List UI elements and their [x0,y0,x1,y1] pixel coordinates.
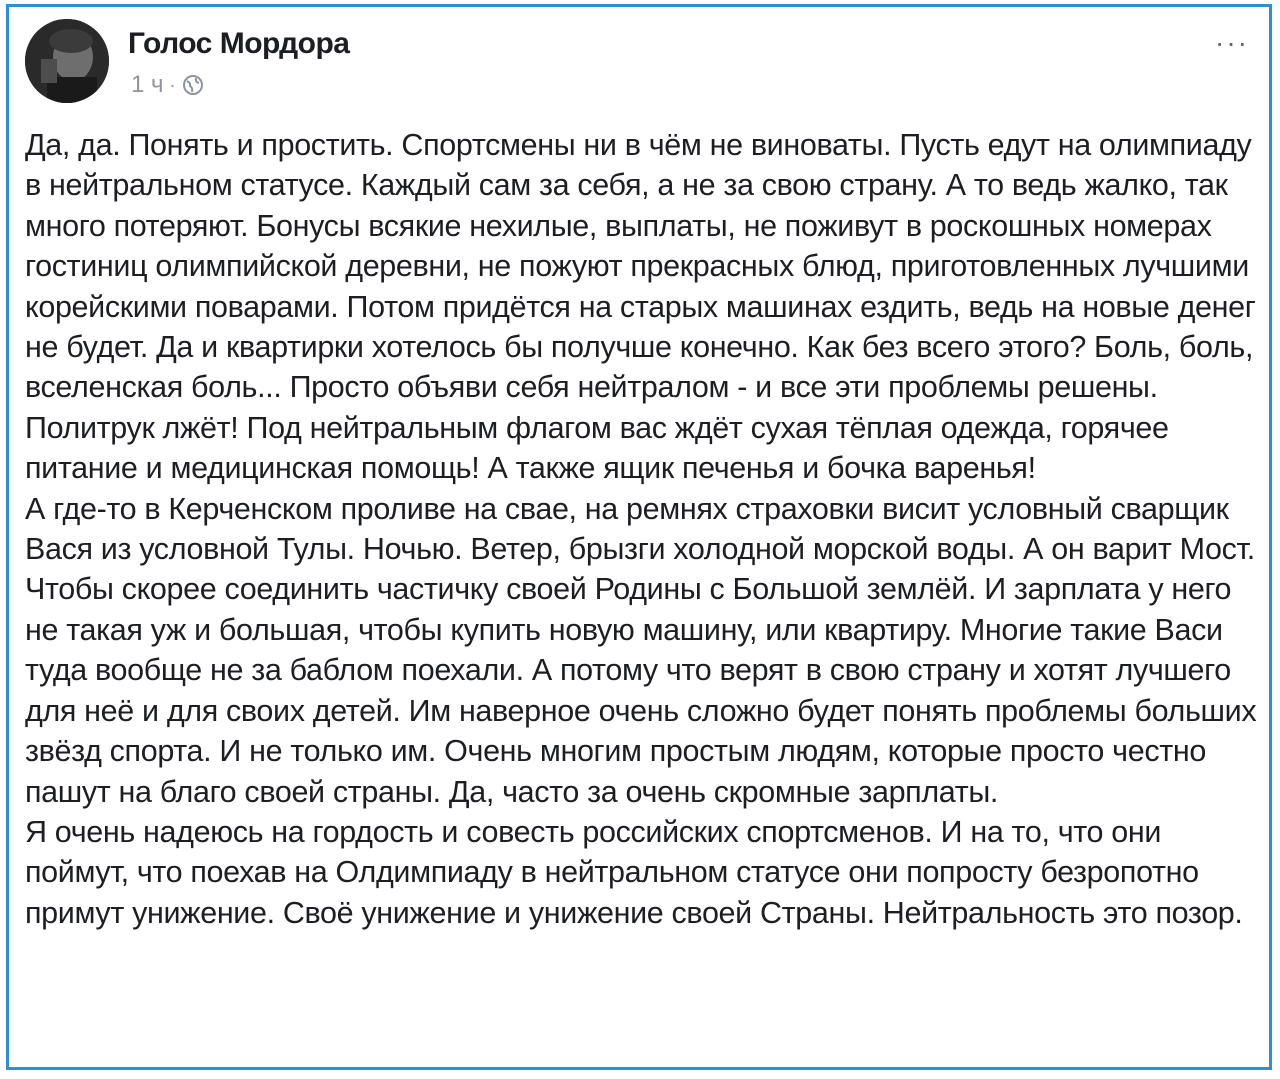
post-meta [131,71,204,99]
meta-separator: · [169,74,176,95]
avatar-photo [25,19,109,103]
post-paragraph: А где-то в Керченском проливе на свае, на ремнях страховки висит условный сварщик Вася из условной Тулы. Ночью. Ветер, брызги холодной морской воды. А он варит Мост. Чтобы скорее соединить частичку своей Родины с Большой землёй. И зарплата у него не такая уж и большая, чтобы купить новую машину, или квартиру. Многие такие Васи туда вообще не за баблом поехали. А потому что верят в свою страну и хотят лучшего для неё и для своих детей. Им наверное очень сложно будет понять проблемы больших звёзд спорта. И не только им. Очень многим простым людям, которые просто честно пашут на благо своей страны. Да, часто за очень скромные зарплаты. [25,491,1265,809]
avatar[interactable] [25,19,109,103]
more-options-icon[interactable]: ··· [1215,27,1249,58]
post-time[interactable]: 1 ч [131,71,164,98]
post-paragraph: Я очень надеюсь на гордость и совесть российских спортсменов. И на то, что они поймут, что поехав на Олдимпиаду в нейтральном статусе они попросту безропотно примут унижение. Своё унижение и унижение своей Страны. Нейтральность это позор. [25,814,1243,930]
globe-icon[interactable] [182,74,204,96]
post-paragraph: Да, да. Понять и простить. Спортсмены ни в чём не виноваты. Пусть едут на олимпиаду в нейтральном статусе. Каждый сам за себя, а не за свою страну. А то ведь жалко, так много потеряют. Бонусы всякие нехилые, выплаты, не поживут в роскошных номерах гостиниц олимпийской деревни, не пожуют прекрасных блюд, приготовленных лучшими корейскими поварами. Потом придётся на старых машинах ездить, ведь на новые денег не будет. Да и квартирки хотелось бы получше конечно. Как без всего этого? Боль, боль, вселенская боль... Просто объяви себя нейтралом - и все эти проблемы решены. Политрук лжёт! Под нейтральным флагом вас ждёт сухая тёплая одежда, горячее питание и медицинская помощь! А также ящик печенья и бочка варенья! [25,128,1264,486]
author-name[interactable]: Голос Мордора [128,27,350,60]
post-card [6,4,1272,1070]
post-header [25,19,1253,109]
post-text [25,125,1265,933]
